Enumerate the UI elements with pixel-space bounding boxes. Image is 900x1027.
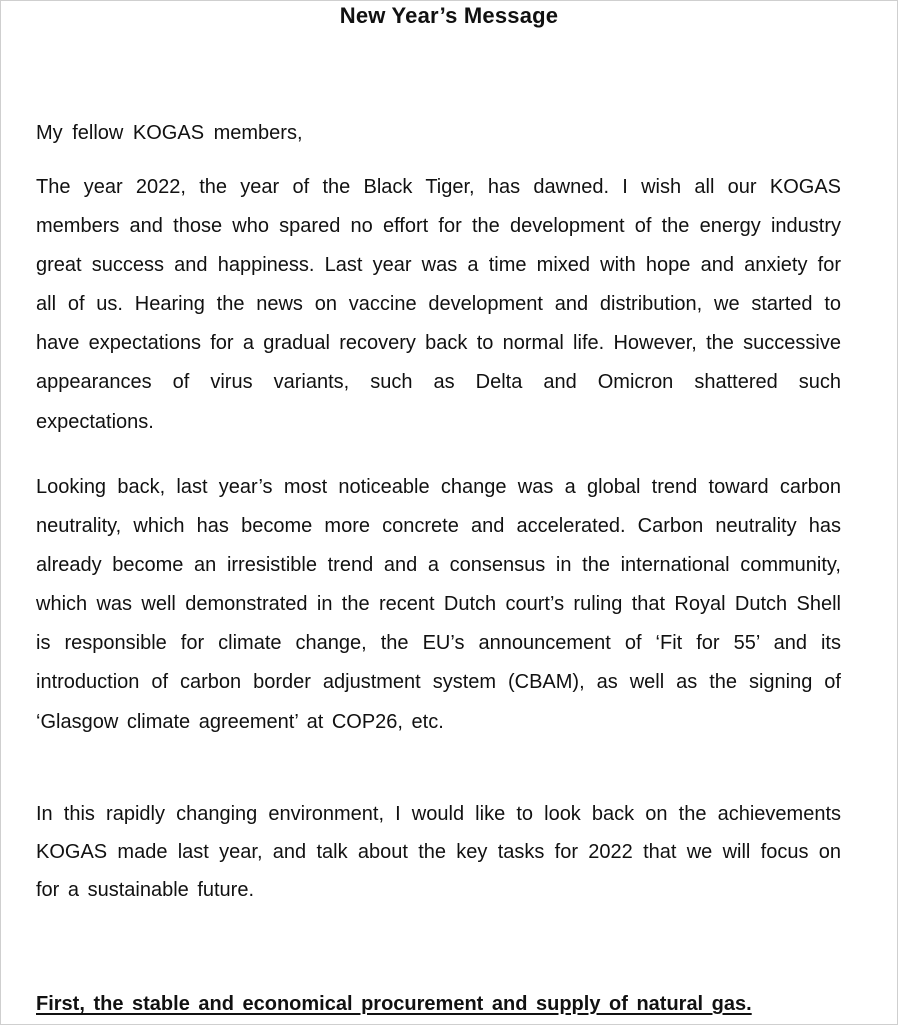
paragraph-3: In this rapidly changing environment, I would like to look back on the achievements KOGAS made last year, and talk about the key tasks for 2022 that we will focus on for a sustainable future. [36,803,841,902]
paragraph-1: The year 2022, the year of the Black Tiger, has dawned. I wish all our KOGAS members and those who spared no effort for the development of the energy industry great success and happiness. Last year was a time mixed with hope and anxiety for all of us. Hearing the news on vaccine development and distribution, we started to have expectations for a gradual recovery back to normal life. However, the successive appearances of virus variants, such as Delta and Omicron shattered such expectations. [36,176,841,433]
salutation: My fellow KOGAS members, [36,122,303,144]
section-heading: First, the stable and economical procurement and supply of natural gas. [36,993,752,1015]
paragraph-2: Looking back, last year’s most noticeable change was a global trend toward carbon neutrality, which has become more concrete and accelerated. Carbon neutrality has already become an irresistible trend and a consensus in the international community, which was well demonstrated in the recent Dutch court’s ruling that Royal Dutch Shell is responsible for climate change, the EU’s announcement of ‘Fit for 55’ and its introduction of carbon border adjustment system (CBAM), as well as the signing of ‘Glasgow climate agreement’ at COP26, etc. [36,476,841,733]
page-title: New Year’s Message [339,3,559,28]
